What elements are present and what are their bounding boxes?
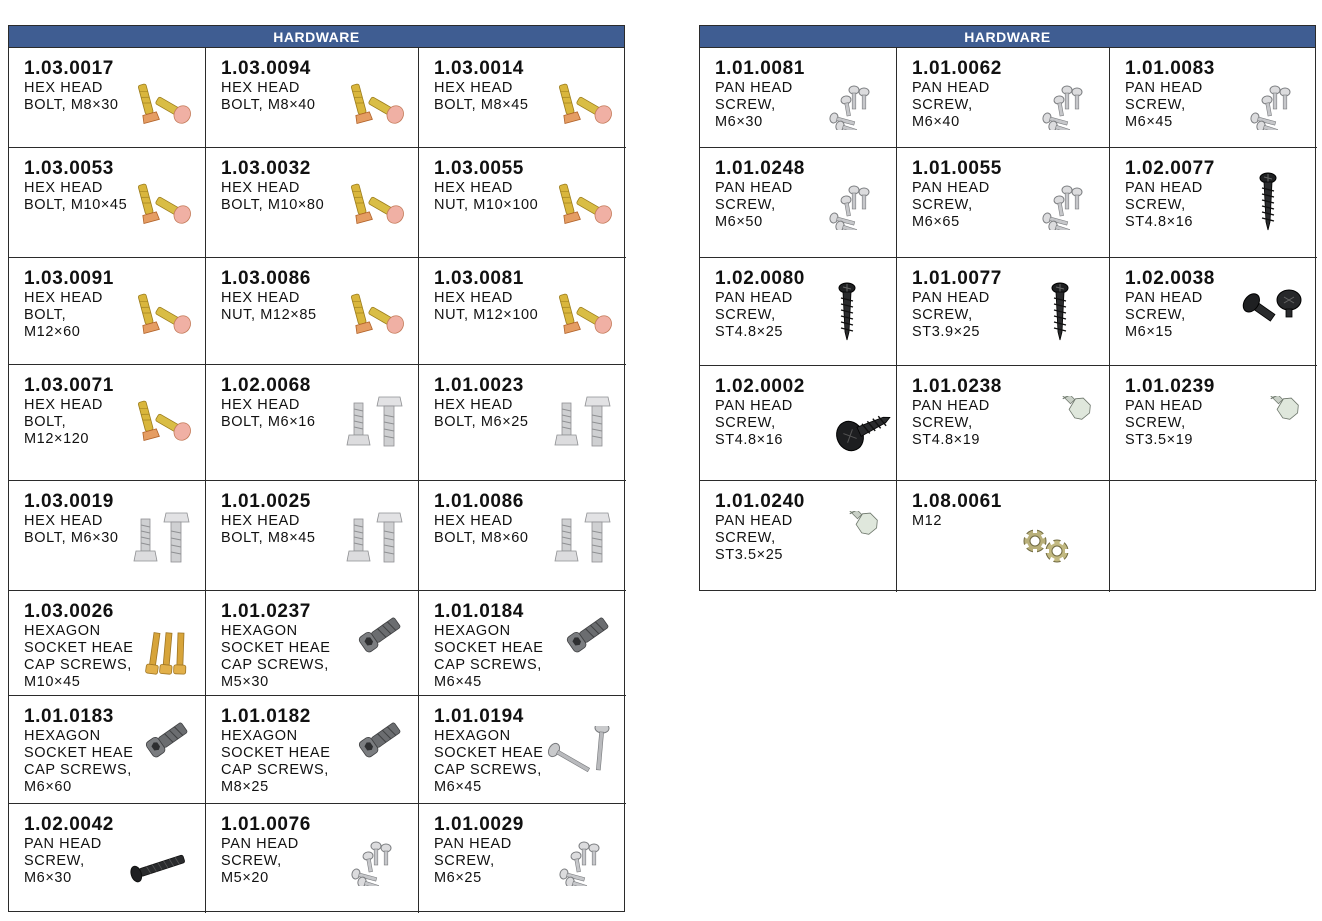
brass-bolt-icon (346, 178, 406, 233)
product-description: HEX HEAD BOLT, M8×45 (221, 513, 316, 546)
product-cell (419, 481, 626, 591)
product-code: 1.01.0077 (912, 268, 1002, 289)
brass-bolt-icon (554, 288, 614, 343)
product-code: 1.01.0086 (434, 491, 524, 512)
product-code: 1.01.0182 (221, 706, 311, 727)
product-cell (419, 365, 626, 481)
product-code: 1.01.0248 (715, 158, 805, 179)
socket-cap-screw-icon (352, 617, 402, 662)
right-hardware-table (699, 25, 1316, 591)
product-code: 1.03.0094 (221, 58, 311, 79)
product-description: HEX HEAD BOLT, M6×30 (24, 513, 119, 546)
product-description: PAN HEAD SCREW, M6×30 (715, 80, 793, 130)
product-code: 1.01.0184 (434, 601, 524, 622)
product-description: PAN HEAD SCREW, M5×20 (221, 836, 299, 886)
product-description: HEX HEAD NUT, M12×85 (221, 290, 317, 323)
product-code: 1.01.0062 (912, 58, 1002, 79)
right-table-header: HARDWARE (700, 26, 1315, 48)
product-description: HEX HEAD BOLT, M10×80 (221, 180, 325, 213)
product-cell (206, 591, 419, 696)
product-description: PAN HEAD SCREW, M6×50 (715, 180, 793, 230)
product-code: 1.03.0026 (24, 601, 114, 622)
product-description: HEX HEAD BOLT, M12×60 (24, 290, 103, 340)
small-screws-icon (346, 838, 394, 891)
brass-bolt-icon (133, 178, 193, 233)
brass-bolt-icon (554, 178, 614, 233)
steel-bolt-icon (554, 511, 614, 576)
product-cell (419, 591, 626, 696)
product-cell (700, 481, 897, 592)
brass-bolt-icon (346, 78, 406, 133)
product-code: 1.01.0183 (24, 706, 114, 727)
product-description: PAN HEAD SCREW, M6×25 (434, 836, 512, 886)
product-description: PAN HEAD SCREW, ST3.9×25 (912, 290, 990, 340)
product-description: HEX HEAD BOLT, M6×25 (434, 397, 529, 430)
product-description: PAN HEAD SCREW, M6×40 (912, 80, 990, 130)
brass-bolt-icon (133, 78, 193, 133)
small-screws-icon (824, 82, 872, 135)
product-code: 1.03.0032 (221, 158, 311, 179)
product-description: HEX HEAD BOLT, M6×16 (221, 397, 316, 430)
product-cell (419, 696, 626, 804)
black-countersunk-screw-icon (129, 846, 193, 891)
product-cell (206, 804, 419, 913)
product-description: PAN HEAD SCREW, ST4.8×19 (912, 398, 990, 448)
socket-cap-screw-icon (352, 722, 402, 767)
product-cell (1110, 366, 1317, 481)
product-code: 1.08.0061 (912, 491, 1002, 512)
product-code: 1.01.0076 (221, 814, 311, 835)
product-description: HEXAGON SOCKET HEAE CAP SCREWS, M6×60 (24, 728, 134, 795)
black-tapping-screw-icon (832, 282, 862, 347)
black-wafer-screw-icon (832, 406, 892, 461)
product-description: HEXAGON SOCKET HEAE CAP SCREWS, M6×45 (434, 728, 544, 795)
product-cell (700, 258, 897, 366)
product-description: HEX HEAD NUT, M10×100 (434, 180, 539, 213)
product-cell (9, 365, 206, 481)
product-description: HEX HEAD BOLT, M8×30 (24, 80, 119, 113)
product-description: PAN HEAD SCREW, M6×45 (1125, 80, 1203, 130)
product-cell (419, 804, 626, 913)
product-code: 1.03.0055 (434, 158, 524, 179)
small-screws-icon (824, 182, 872, 235)
steel-bolt-icon (554, 395, 614, 460)
product-code: 1.02.0080 (715, 268, 805, 289)
brass-bolt-icon (133, 395, 193, 450)
product-code: 1.01.0029 (434, 814, 524, 835)
product-cell (206, 48, 419, 148)
product-cell (419, 48, 626, 148)
black-pan-screws-icon (1233, 284, 1309, 333)
steel-bolt-icon (133, 511, 193, 576)
product-cell (700, 48, 897, 148)
product-cell (700, 366, 897, 481)
black-tapping-screw-icon (1045, 282, 1075, 347)
socket-cap-screw-icon (139, 722, 189, 767)
socket-cap-screw-icon (560, 617, 610, 662)
brass-bolt-icon (133, 288, 193, 343)
product-description: PAN HEAD SCREW, ST4.8×16 (715, 398, 793, 448)
product-code: 1.01.0239 (1125, 376, 1215, 397)
product-description: HEX HEAD BOLT, M8×45 (434, 80, 529, 113)
product-code: 1.01.0237 (221, 601, 311, 622)
gold-socket-screws-icon (143, 629, 195, 682)
product-cell (419, 258, 626, 365)
product-description: HEX HEAD NUT, M12×100 (434, 290, 539, 323)
product-code: 1.02.0077 (1125, 158, 1215, 179)
product-cell (897, 48, 1110, 148)
long-screws-icon (546, 726, 616, 791)
product-code: 1.01.0023 (434, 375, 524, 396)
product-code: 1.01.0194 (434, 706, 524, 727)
product-code: 1.03.0081 (434, 268, 524, 289)
product-cell (897, 148, 1110, 258)
product-code: 1.03.0091 (24, 268, 114, 289)
product-description: PAN HEAD SCREW, M6×15 (1125, 290, 1203, 340)
product-code: 1.03.0071 (24, 375, 114, 396)
product-description: HEXAGON SOCKET HEAE CAP SCREWS, M6×45 (434, 623, 544, 690)
product-description: HEX HEAD BOLT, M10×45 (24, 180, 128, 213)
product-description: M12 (912, 513, 943, 529)
product-cell (9, 258, 206, 365)
product-cell (206, 365, 419, 481)
product-description: HEXAGON SOCKET HEAE CAP SCREWS, M5×30 (221, 623, 331, 690)
product-cell (1110, 48, 1317, 148)
product-cell (700, 148, 897, 258)
brass-bolt-icon (346, 288, 406, 343)
product-cell (897, 366, 1110, 481)
product-code: 1.02.0068 (221, 375, 311, 396)
product-code: 1.03.0014 (434, 58, 524, 79)
product-description: HEX HEAD BOLT, M8×40 (221, 80, 316, 113)
product-cell (206, 258, 419, 365)
product-cell (9, 48, 206, 148)
small-screws-icon (1037, 82, 1085, 135)
self-drilling-screw-icon (1021, 396, 1095, 461)
brass-bolt-icon (554, 78, 614, 133)
left-hardware-table (8, 25, 625, 912)
product-code: 1.03.0017 (24, 58, 114, 79)
product-code: 1.02.0002 (715, 376, 805, 397)
product-description: PAN HEAD SCREW, ST3.5×25 (715, 513, 793, 563)
empty-cell (1110, 481, 1317, 592)
product-code: 1.01.0240 (715, 491, 805, 512)
product-code: 1.01.0055 (912, 158, 1002, 179)
product-code: 1.01.0025 (221, 491, 311, 512)
steel-bolt-icon (346, 511, 406, 576)
product-cell (9, 696, 206, 804)
product-cell (897, 258, 1110, 366)
product-code: 1.02.0038 (1125, 268, 1215, 289)
small-screws-icon (554, 838, 602, 891)
product-description: PAN HEAD SCREW, ST3.5×19 (1125, 398, 1203, 448)
product-description: PAN HEAD SCREW, ST4.8×25 (715, 290, 793, 340)
product-code: 1.02.0042 (24, 814, 114, 835)
product-code: 1.03.0053 (24, 158, 114, 179)
self-drilling-screw-icon (808, 511, 882, 576)
product-cell (1110, 148, 1317, 258)
product-code: 1.01.0238 (912, 376, 1002, 397)
product-description: PAN HEAD SCREW, ST4.8×16 (1125, 180, 1203, 230)
left-table-header: HARDWARE (9, 26, 624, 48)
product-description: HEXAGON SOCKET HEAE CAP SCREWS, M8×25 (221, 728, 331, 795)
product-code: 1.03.0086 (221, 268, 311, 289)
product-code: 1.01.0081 (715, 58, 805, 79)
steel-bolt-icon (346, 395, 406, 460)
product-cell (206, 148, 419, 258)
product-cell (9, 591, 206, 696)
product-cell (9, 481, 206, 591)
black-tapping-screw-icon (1253, 172, 1283, 237)
small-screws-icon (1245, 82, 1293, 135)
product-cell (1110, 258, 1317, 366)
castle-nuts-icon (1021, 527, 1073, 572)
product-cell (9, 148, 206, 258)
self-drilling-screw-icon (1229, 396, 1303, 461)
product-cell (897, 481, 1110, 592)
product-code: 1.03.0019 (24, 491, 114, 512)
product-cell (206, 696, 419, 804)
product-description: HEX HEAD BOLT, M12×120 (24, 397, 103, 447)
product-description: PAN HEAD SCREW, M6×65 (912, 180, 990, 230)
product-cell (419, 148, 626, 258)
product-description: HEXAGON SOCKET HEAE CAP SCREWS, M10×45 (24, 623, 134, 690)
product-description: HEX HEAD BOLT, M8×60 (434, 513, 529, 546)
product-cell (206, 481, 419, 591)
product-code: 1.01.0083 (1125, 58, 1215, 79)
product-description: PAN HEAD SCREW, M6×30 (24, 836, 102, 886)
small-screws-icon (1037, 182, 1085, 235)
product-cell (9, 804, 206, 913)
